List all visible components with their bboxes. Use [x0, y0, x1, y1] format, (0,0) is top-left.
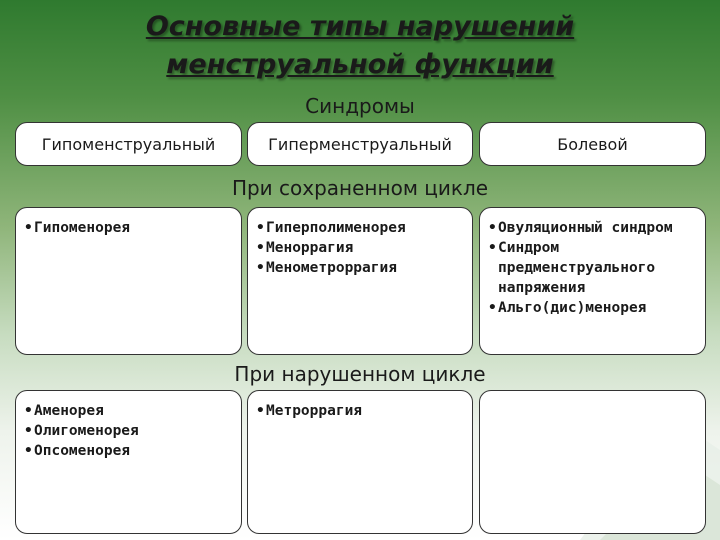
header-hypermenstrual-label: Гиперменструальный — [268, 134, 452, 154]
disrupted-hypermenstrual-box — [247, 390, 473, 534]
header-hypermenstrual — [247, 122, 473, 166]
disrupted-pain-box — [479, 390, 706, 534]
list-item: • Альго(дис)менорея — [488, 298, 697, 318]
header-hypomenstrual-label: Гипоменструальный — [41, 134, 216, 154]
list-item: • Гипоменорея — [24, 218, 233, 238]
list-item: • Опсоменорея — [24, 441, 233, 461]
preserved-hypermenstrual-box — [247, 207, 473, 355]
list-item: • Гиперполименорея — [256, 218, 464, 238]
title-line-1: Основные типы нарушений — [145, 11, 575, 42]
header-pain-label: Болевой — [557, 134, 628, 154]
preserved-cycle-label: При сохраненном цикле — [231, 176, 489, 200]
page-title — [0, 8, 720, 84]
list-item: • Менометроррагия — [256, 258, 464, 278]
title-line-2: менструальной функции — [166, 49, 554, 80]
disrupted-hypomenstrual-box — [15, 390, 242, 534]
list-item: • Овуляционный синдром — [488, 218, 697, 238]
list-item: • Метроррагия — [256, 401, 464, 421]
disrupted-cycle-label: При нарушенном цикле — [234, 362, 486, 386]
list-item: • Синдром предменструального напряжения — [488, 238, 697, 298]
list-item: • Меноррагия — [256, 238, 464, 258]
preserved-pain-box — [479, 207, 706, 355]
list-item: • Аменорея — [24, 401, 233, 421]
list-item: • Олигоменорея — [24, 421, 233, 441]
preserved-hypomenstrual-box — [15, 207, 242, 355]
syndromes-label: Синдромы — [305, 94, 415, 118]
header-pain — [479, 122, 706, 166]
header-hypomenstrual — [15, 122, 242, 166]
